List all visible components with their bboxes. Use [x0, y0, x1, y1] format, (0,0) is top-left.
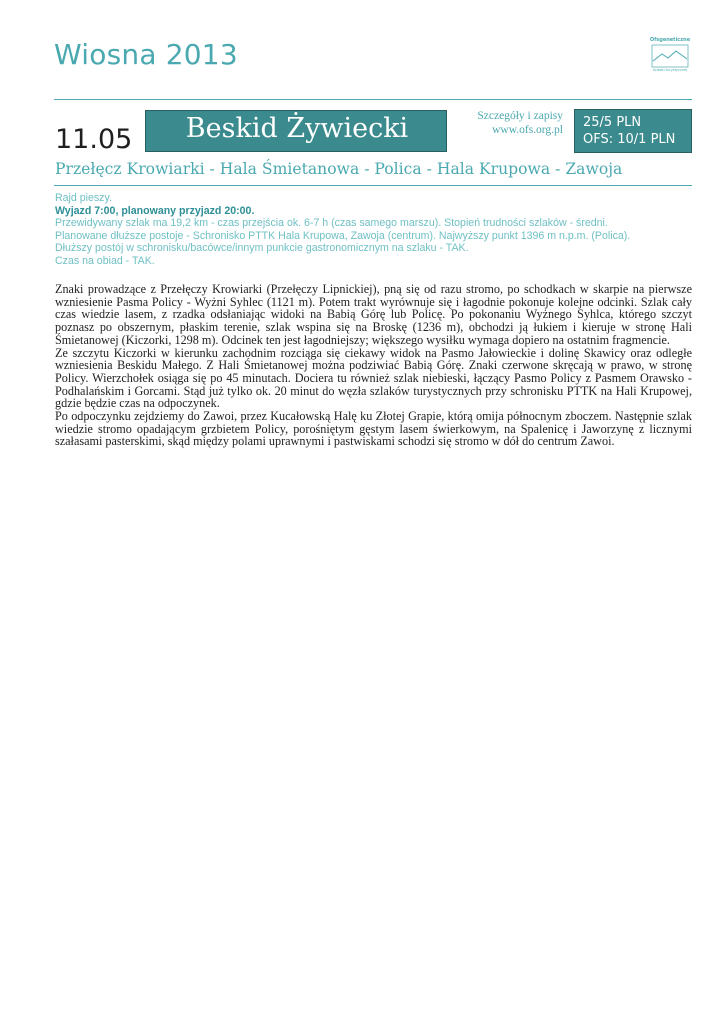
info-line-departure: Wyjazd 7:00, planowany przyjazd 20:00.	[55, 204, 255, 217]
event-date: 11.05	[55, 124, 133, 155]
price-member: OFS: 10/1 PLN	[583, 132, 676, 147]
details-link[interactable]: www.ofs.org.pl	[492, 124, 563, 136]
top-divider	[54, 99, 692, 100]
logo-subtext: ścieżki turystycznej	[652, 68, 688, 72]
region-banner	[145, 110, 447, 152]
info-line: Rajd pieszy.	[55, 192, 112, 204]
details-info	[440, 109, 563, 137]
route-description	[55, 283, 692, 448]
info-line: Dłuższy postój w schronisku/bacówce/innym punkcie gastronomicznym na szlaku - TAK.	[55, 242, 469, 254]
description-paragraph: Znaki prowadzące z Przełęczy Krowiarki (Przełęczy Lipnickiej), pną się od razu stromo, po schodkach w skarpie na pierwsze wzniesienie Pasma Policy - Wyżni Syhlec (1121 m). Potem trakt wyrównuje się i łagodnie pokonuje kolejne odcinki. Szlak cały czas wiedzie lasem, z rzadka odsłaniając widoki na Babią Górę lub Policę. Po pokonaniu Wyżnego Syhlca, którego szczyt poznasz po obszernym, płaskim terenie, szlak wspina się na Broskę (1236 m), obchodzi ją łukiem i kieruje w stronę Hali Śmietanowej (Kiczorki, 1298 m). Odcinek ten jest łagodniejszy; większego wysiłku wymaga dopiero na ostatnim fragmencie.	[55, 282, 692, 347]
price-regular: 25/5 PLN	[583, 115, 642, 130]
route-divider	[54, 185, 692, 186]
info-line: Przewidywany szlak ma 19,2 km - czas przejścia ok. 6-7 h (czas samego marszu). Stopień trudności szlaków - średni.	[55, 217, 608, 229]
logo	[648, 37, 692, 73]
region-title: Beskid Żywiecki	[185, 113, 409, 144]
info-line: Planowane dłuższe postoje - Schronisko PTTK Hala Krupowa, Zawoja (centrum). Najwyższy punkt 1396 m n.p.m. (Polica).	[55, 229, 631, 242]
description-paragraph: Ze szczytu Kiczorki w kierunku zachodnim rozciąga się ciekawy widok na Pasmo Jałowieckie i dolinę Skawicy oraz odległe wzniesienia Beskidu Małego. Z Hali Śmietanowej można podziwiać Babią Górę. Znaki czerwone skręcają w prawo, w stronę Policy. Wierzchołek osiąga się po 45 minutach. Dociera tu również szlak niebieski, łączący Pasmo Policy z Pasmem Orawsko - Podhalańskim i Gorcami. Stąd już tylko ok. 20 minut do węzła szlaków turystycznych przy schronisku PTTK na Hali Krupowej, gdzie będzie czas na odpoczynek.	[55, 345, 692, 411]
details-label: Szczegóły i zapisy	[477, 110, 563, 122]
price-box	[574, 109, 692, 153]
route-title: Przełęcz Krowiarki - Hala Śmietanowa - Polica - Hala Krupowa - Zawoja	[55, 160, 623, 178]
description-paragraph: Po odpoczynku zejdziemy do Zawoi, przez Kucałowską Halę ku Złotej Grapie, którą omija północnym zboczem. Następnie szlak wiedzie stromo opadającym grzbietem Policy, porośniętym gęstym lasem świerkowym, na Spalenicę i Jaworzynę z licznymi szałasami pasterskimi, skąd między polami uprawnymi i pastwiskami schodzi się stromo w dół do centrum Zawoi.	[55, 409, 692, 449]
season-title: Wiosna 2013	[54, 38, 238, 71]
info-line: Czas na obiad - TAK.	[55, 254, 155, 267]
trip-info	[55, 192, 695, 267]
logo-text: Ofsgeneticzne	[649, 37, 691, 43]
